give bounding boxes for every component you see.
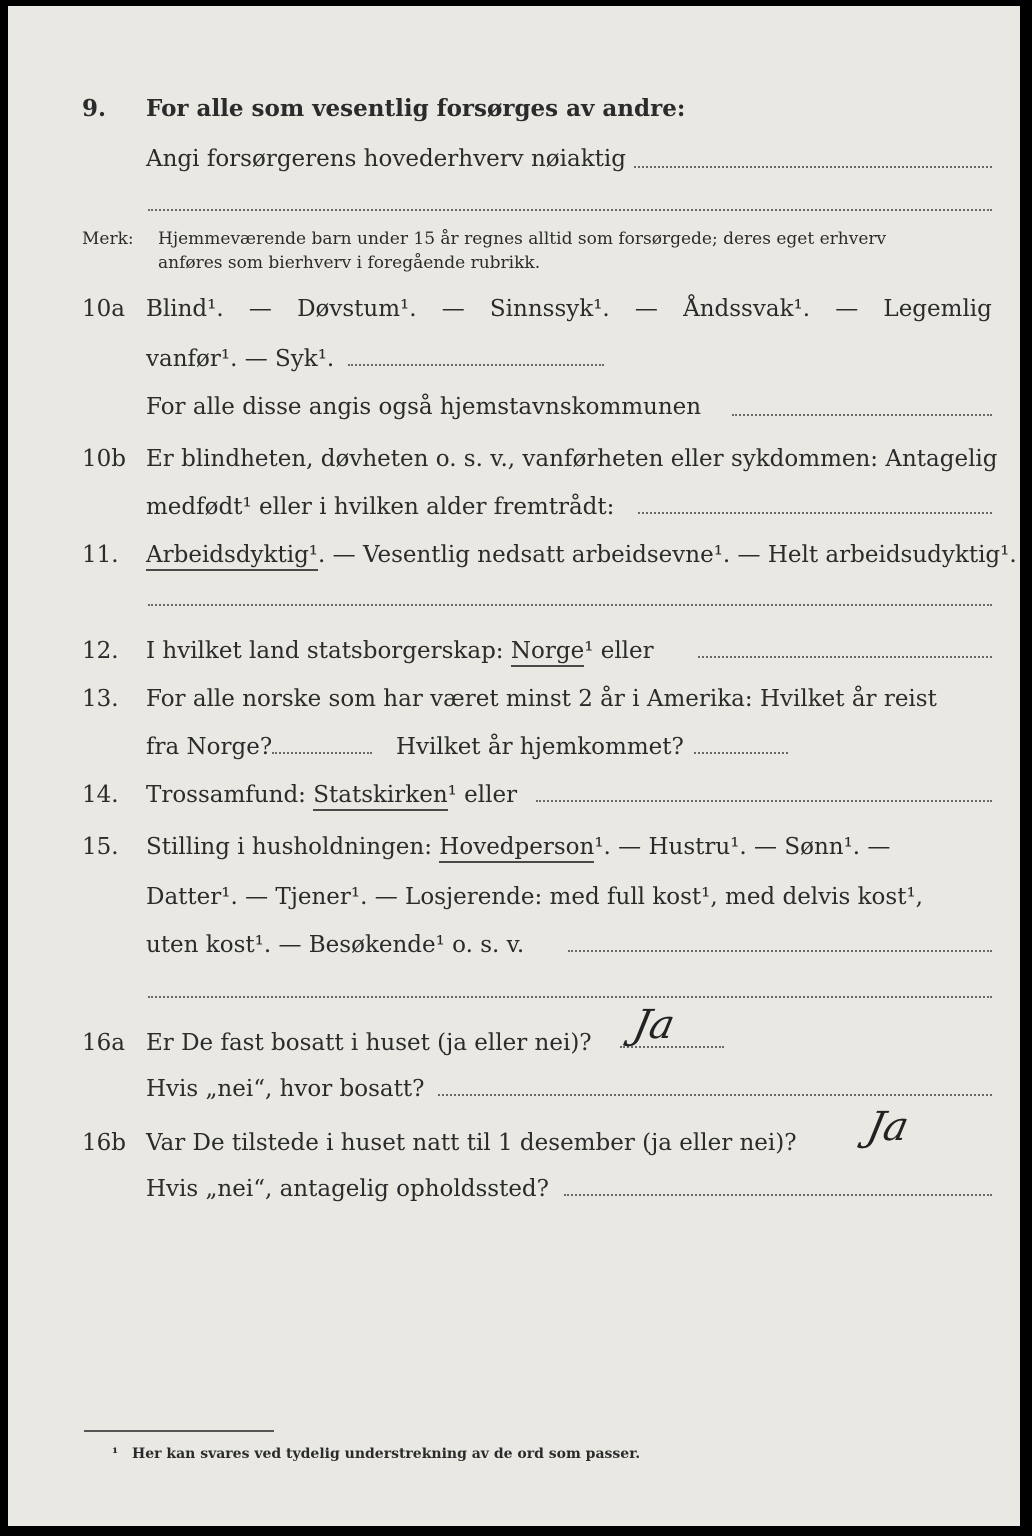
answer-field-household-role[interactable] xyxy=(568,950,992,952)
answer-field-onset[interactable] xyxy=(638,512,992,514)
footnote-divider xyxy=(84,1430,274,1432)
question-options xyxy=(146,294,992,324)
option-blind[interactable]: Blind¹. xyxy=(146,296,224,322)
question-number: 10b xyxy=(82,446,126,472)
answer-field-year-returned[interactable] xyxy=(694,752,788,754)
question-text xyxy=(146,780,517,810)
question-number: 13. xyxy=(82,686,119,712)
question-number: 11. xyxy=(82,542,119,568)
dash: — xyxy=(634,296,658,322)
dash: — xyxy=(441,296,465,322)
question-text: vanfør¹. — Syk¹. xyxy=(146,346,335,372)
option-sinnssyk[interactable]: Sinnssyk¹. xyxy=(489,296,610,322)
question-number: 15. xyxy=(82,834,119,860)
options-rest: . — Vesentlig nedsatt arbeidsevne¹. — Helt arbeidsudyktig¹. xyxy=(318,542,1017,568)
question-text: Hvis „nei“, hvor bosatt? xyxy=(146,1076,425,1102)
census-form-page xyxy=(8,6,1020,1526)
question-text xyxy=(146,636,654,666)
question-suffix: ¹ eller xyxy=(584,638,654,664)
question-number: 10a xyxy=(82,296,125,322)
answer-rule xyxy=(148,996,992,998)
question-text: Angi forsørgerens hovederhverv nøiaktig xyxy=(146,146,626,172)
answer-field-provider-occupation[interactable] xyxy=(634,166,992,168)
merk-label: Merk: xyxy=(82,229,134,249)
question-prefix: Stilling i husholdningen: xyxy=(146,834,440,860)
question-prefix: I hvilket land statsborgerskap: xyxy=(146,638,511,664)
answer-field-citizenship[interactable] xyxy=(698,656,992,658)
question-number: 12. xyxy=(82,638,119,664)
question-text: medfødt¹ eller i hvilken alder fremtrådt: xyxy=(146,494,615,520)
answer-rule xyxy=(148,604,992,606)
answer-rule xyxy=(148,209,992,211)
question-number: 14. xyxy=(82,782,119,808)
question-text: For alle disse angis også hjemstavnskommunen xyxy=(146,394,702,420)
answer-field-religion[interactable] xyxy=(536,800,992,802)
handwritten-answer: Ja xyxy=(863,1104,913,1150)
question-text: fra Norge? xyxy=(146,734,273,760)
question-text: Er blindheten, døvheten o. s. v., vanførheten eller sykdommen: Antagelig xyxy=(146,446,998,472)
question-text: For alle norske som har været minst 2 år i Amerika: Hvilket år reist xyxy=(146,686,937,712)
question-text: Datter¹. — Tjener¹. — Losjerende: med full kost¹, med delvis kost¹, xyxy=(146,884,923,910)
question-text: Er De fast bosatt i huset (ja eller nei)? xyxy=(146,1030,592,1056)
question-number: 9. xyxy=(82,95,107,122)
answer-field-hometown[interactable] xyxy=(732,414,992,416)
option-andssvak[interactable]: Åndssvak¹. xyxy=(683,296,811,322)
option-dovstum[interactable]: Døvstum¹. xyxy=(297,296,417,322)
question-number: 16a xyxy=(82,1030,125,1056)
merk-line1: Hjemmeværende barn under 15 år regnes alltid som forsørgede; deres eget erhverv xyxy=(158,229,887,249)
merk-line2: anføres som bierhverv i foregående rubrikk. xyxy=(158,253,541,273)
question-suffix: ¹ eller xyxy=(447,782,518,808)
question-text xyxy=(146,540,1017,570)
question-text: For alle som vesentlig forsørges av andre: xyxy=(146,95,686,122)
question-text: Var De tilstede i huset natt til 1 desember (ja eller nei)? xyxy=(146,1130,797,1156)
question-number: 16b xyxy=(82,1130,126,1156)
question-text: Hvis „nei“, antagelig opholdssted? xyxy=(146,1176,549,1202)
footnote-text: Her kan svares ved tydelig understrekning av de ord som passer. xyxy=(132,1446,641,1462)
answer-field-year-left[interactable] xyxy=(272,752,372,754)
handwritten-answer: Ja xyxy=(629,1002,679,1048)
answer-field-syk[interactable] xyxy=(348,364,604,366)
selected-option[interactable]: Hovedperson xyxy=(439,834,594,863)
option-legemlig[interactable]: Legemlig xyxy=(883,296,992,322)
selected-option[interactable]: Norge xyxy=(511,638,584,667)
selected-option[interactable]: Arbeidsdyktig¹ xyxy=(146,542,318,571)
question-text: Hvilket år hjemkommet? xyxy=(396,734,684,760)
answer-field-residence[interactable] xyxy=(438,1094,992,1096)
answer-field-whereabouts[interactable] xyxy=(564,1194,992,1196)
selected-option[interactable]: Statskirken xyxy=(313,782,447,811)
dash: — xyxy=(248,296,272,322)
dash: — xyxy=(835,296,859,322)
question-text xyxy=(146,832,890,862)
question-suffix: ¹. — Hustru¹. — Sønn¹. — xyxy=(594,834,891,860)
question-prefix: Trossamfund: xyxy=(146,782,314,808)
footnote-mark: ¹ xyxy=(112,1446,119,1462)
question-text: uten kost¹. — Besøkende¹ o. s. v. xyxy=(146,932,525,958)
